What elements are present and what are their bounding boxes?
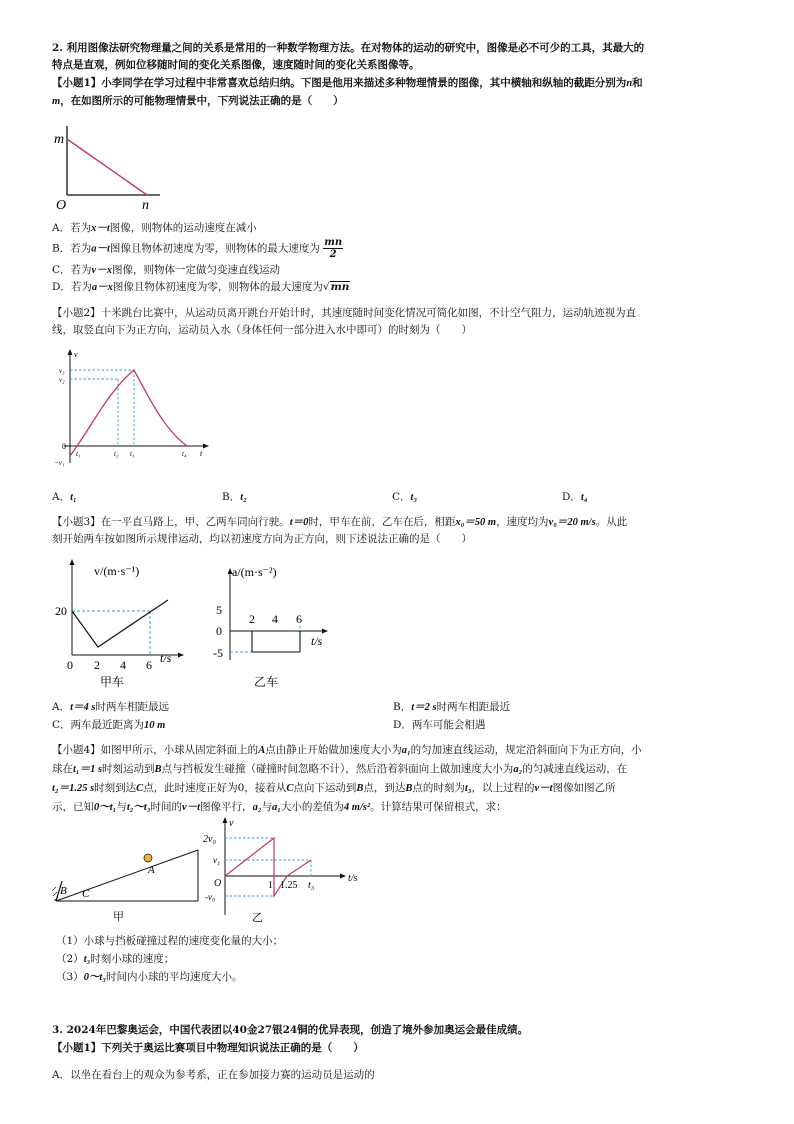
svg-text:t₂: t₂	[114, 450, 119, 458]
s4-stem-line4: 示，已知0～t₁与t₂～t₃时间的v－t图像平行，a₂与a₁大小的差值为4 m/s²。计算结果可保留根式，求：	[52, 801, 507, 813]
s2-stem-line2: 线，取竖直向下为正方向，运动员入水（身体任何一部分进入水中即可）的时刻为（ ）	[52, 324, 472, 336]
s2-option-b: B．t₂	[222, 491, 247, 503]
s4-sub3: （3）0～t₃时间内小球的平均速度大小。	[56, 971, 243, 983]
s3-option-a: A．t＝4 s时两车相距最远	[52, 701, 169, 713]
svg-text:1.25: 1.25	[280, 880, 298, 891]
svg-text:0: 0	[67, 658, 73, 672]
svg-text:O: O	[214, 878, 222, 889]
s1-label-m: m	[54, 132, 65, 147]
svg-text:乙车: 乙车	[254, 675, 279, 689]
svg-text:v: v	[74, 350, 78, 359]
svg-text:−v₁: −v₁	[54, 459, 65, 467]
s1-option-d: D．若为a－x图像且物体初速度为零，则物体的最大速度为√mn	[52, 281, 350, 293]
q2-intro-line2: 特点是直观，例如位移随时间的变化关系图像，速度随时间的变化关系图像等。	[52, 59, 420, 71]
svg-text:乙: 乙	[252, 912, 263, 924]
s4-stem-line1: 【小题4】如图甲所示，小球从固定斜面上的A点由静止开始做加速度大小为a₁的匀加速直线运动，规定沿斜面向下为正方向，小	[52, 744, 642, 756]
svg-text:v₁: v₁	[213, 855, 221, 865]
s4-sub2: （2）t₃时刻小球的速度；	[56, 953, 175, 965]
svg-text:2v₀: 2v₀	[203, 834, 216, 845]
svg-text:v/(m·s⁻¹): v/(m·s⁻¹)	[94, 564, 140, 578]
q3-s1-option-a: A．以坐在看台上的观众为参考系，正在参加接力赛的运动员是运动的	[52, 1069, 375, 1081]
s3-figure-car-b	[212, 560, 352, 690]
s3-car-b-accel-line	[230, 631, 300, 652]
svg-text:1: 1	[268, 880, 273, 891]
s1-stem-line1: 【小题1】小李同学在学习过程中非常喜欢总结归纳。下图是他用来描述多种物理情景的图像，其中横轴和纵轴的截距分别为n和	[52, 77, 643, 89]
s3-option-c: C．两车最近距离为10 m	[52, 719, 166, 731]
s4-figure-vt-graph	[200, 815, 375, 927]
s1-graph-line	[67, 139, 147, 195]
svg-text:4: 4	[120, 658, 126, 672]
svg-text:t₃: t₃	[130, 450, 135, 458]
s1-figure-graph	[50, 118, 180, 213]
s1-label-origin: O	[56, 198, 67, 213]
s2-stem-line1: 【小题2】十米跳台比赛中，从运动员离开跳台开始计时，其速度随时间变化情况可简化如图，不计空气阻力，运动轨迹视为直	[52, 307, 637, 319]
s3-option-b: B．t＝2 s时两车相距最近	[393, 701, 511, 713]
s1-option-b: B．若为a－t图像且物体初速度为零，则物体的最大速度为 $\frac{mn}{2}$	[52, 237, 343, 260]
svg-text:t/s: t/s	[311, 634, 323, 648]
svg-text:0: 0	[62, 442, 66, 451]
s3-option-d: D．两车可能会相遇	[393, 719, 486, 731]
svg-text:2: 2	[94, 658, 100, 672]
s1-option-a: A．若为x－t图像，则物体的运动速度在减小	[52, 222, 257, 234]
s4-ball	[144, 854, 152, 862]
svg-text:B: B	[60, 885, 67, 897]
s1-option-c: C．若为v－x图像，则物体一定做匀变速直线运动	[52, 264, 280, 276]
svg-text:甲: 甲	[113, 911, 124, 923]
svg-text:v: v	[229, 818, 234, 829]
svg-text:t/s: t/s	[348, 873, 358, 884]
s1-option-b-fraction: $\frac{mn}{2}$	[324, 237, 343, 260]
svg-text:6: 6	[296, 612, 302, 626]
svg-text:甲车: 甲车	[100, 675, 125, 689]
s2-option-a: A．t₁	[52, 491, 77, 503]
svg-text:2: 2	[249, 612, 255, 626]
svg-text:a/(m·s⁻²): a/(m·s⁻²)	[232, 565, 277, 579]
s3-stem-line2: 刻开始两车按如图所示规律运动，均以初速度方向为正方向，则下述说法正确的是（ ）	[52, 533, 472, 545]
s2-option-c: C．t₃	[392, 491, 418, 503]
svg-text:t₃: t₃	[308, 880, 315, 891]
q2-intro-line1: 2. 利用图像法研究物理量之间的关系是常用的一种数学物理方法。在对物体的运动的研究中，图像是必不可少的工具，其最大的	[52, 42, 645, 54]
s2-option-d: D．t₄	[562, 491, 588, 503]
s4-figure-incline	[50, 845, 200, 925]
s3-figure-car-a	[50, 555, 190, 690]
s1-label-n: n	[142, 198, 149, 213]
s3-car-a-velocity-line	[72, 600, 168, 647]
svg-text:t₄: t₄	[182, 450, 187, 458]
q3-title: 3. 2024年巴黎奥运会，中国代表团以40金27银24铜的优异表现，创造了境外参加奥运会最佳成绩。	[52, 1024, 529, 1036]
svg-text:5: 5	[216, 603, 222, 617]
svg-text:0: 0	[216, 624, 222, 638]
s3-stem-line1: 【小题3】在一平直马路上，甲、乙两车同向行驶。t＝0时，甲车在前，乙车在后，相距x₀＝50 m，速度均为v₀＝20 m/s。从此	[52, 516, 628, 528]
svg-text:4: 4	[272, 612, 278, 626]
svg-text:v₂: v₂	[59, 376, 65, 384]
s4-stem-line3: t₂＝1.25 s时刻到达C点，此时速度正好为0，接着从C点向下运动到B点，到达B点的时刻为t₃，以上过程的v－t图像如图乙所	[52, 782, 616, 794]
svg-text:t/s: t/s	[160, 651, 172, 665]
svg-text:A: A	[148, 864, 155, 876]
s1-stem-line2: m，在如图所示的可能物理情景中，下列说法正确的是（ ）	[52, 95, 344, 107]
svg-text:v₃: v₃	[59, 367, 65, 375]
s4-stem-line2: 球在t₁＝1 s时刻运动到B点与挡板发生碰撞（碰撞时间忽略不计），然后沿着斜面向上做加速度大小为a₂的匀减速直线运动，在	[52, 763, 628, 775]
svg-text:20: 20	[55, 604, 67, 618]
svg-text:C: C	[82, 888, 90, 900]
svg-text:-5: -5	[213, 646, 223, 660]
s4-sub1: （1）小球与挡板碰撞过程的速度变化量的大小；	[56, 935, 284, 947]
s2-figure-vt-graph	[50, 345, 215, 470]
svg-text:t₁: t₁	[76, 450, 81, 458]
svg-text:6: 6	[146, 658, 152, 672]
svg-text:-v₀: -v₀	[205, 892, 216, 902]
svg-text:t: t	[200, 449, 203, 458]
q3-s1-stem: 【小题1】下列关于奥运比赛项目中物理知识说法正确的是（ ）	[52, 1042, 364, 1054]
s2-velocity-curve	[70, 370, 187, 456]
